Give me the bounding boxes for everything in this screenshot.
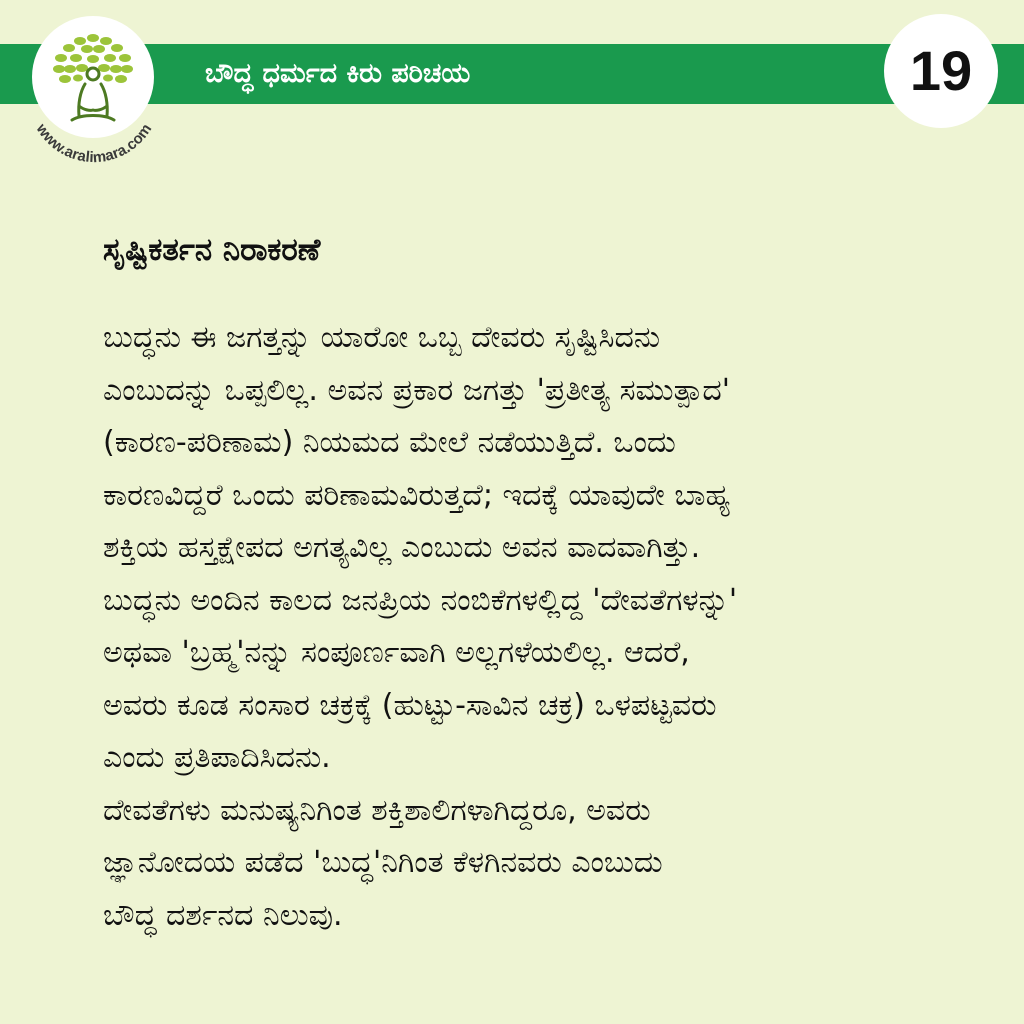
body-paragraph xyxy=(103,312,1003,942)
banner-title: ಬೌದ್ಧ ಧರ್ಮದ ಕಿರು ಪರಿಚಯ xyxy=(205,58,471,89)
text-line: ಶಕ್ತಿಯ ಹಸ್ತಕ್ಷೇಪದ ಅಗತ್ಯವಿಲ್ಲ ಎಂಬುದು ಅವನ ವಾದವಾಗಿತ್ತು. xyxy=(103,530,701,565)
text-line: ಬುದ್ಧನು ಅಂದಿನ ಕಾಲದ ಜನಪ್ರಿಯ ನಂಬಿಕೆಗಳಲ್ಲಿದ್ದ 'ದೇವತೆಗಳನ್ನು' xyxy=(103,582,738,618)
text-line: ದೇವತೆಗಳು ಮನುಷ್ಯನಿಗಿಂತ ಶಕ್ತಿಶಾಲಿಗಳಾಗಿದ್ದರೂ, ಅವರು xyxy=(103,792,651,828)
text-line: ಅಥವಾ 'ಬ್ರಹ್ಮ'ನನ್ನು ಸಂಪೂರ್ಣವಾಗಿ ಅಲ್ಲಗಳೆಯಲಿಲ್ಲ. ಆದರೆ, xyxy=(103,635,690,670)
text-line: ಜ್ಞಾನೋದಯ ಪಡೆದ 'ಬುದ್ಧ'ನಿಗಿಂತ ಕೆಳಗಿನವರು ಎಂಬುದು xyxy=(103,845,663,880)
text-line: ಬೌದ್ಧ ದರ್ಶನದ ನಿಲುವು. xyxy=(103,897,343,933)
section-heading: ಸೃಷ್ಟಿಕರ್ತನ ನಿರಾಕರಣೆ xyxy=(103,232,321,268)
page-number: 19 xyxy=(909,39,973,102)
text-line: ಕಾರಣವಿದ್ದರೆ ಒಂದು ಪರಿಣಾಮವಿರುತ್ತದೆ; ಇದಕ್ಕೆ ಯಾವುದೇ ಬಾಹ್ಯ xyxy=(103,477,731,513)
svg-text:www.aralimara.com: www.aralimara.com xyxy=(32,120,156,167)
text-line: ಎಂದು ಪ್ರತಿಪಾದಿಸಿದನು. xyxy=(103,740,331,775)
text-line: ಅವರು ಕೂಡ ಸಂಸಾರ ಚಕ್ರಕ್ಕೆ (ಹುಟ್ಟು-ಸಾವಿನ ಚಕ್ರ) ಒಳಪಟ್ಟವರು xyxy=(103,687,717,723)
logo-website-text xyxy=(8,6,178,176)
text-line: ಎಂಬುದನ್ನು ಒಪ್ಪಲಿಲ್ಲ. ಅವನ ಪ್ರಕಾರ ಜಗತ್ತು 'ಪ್ರತೀತ್ಯ ಸಮುತ್ಪಾದ' xyxy=(103,372,731,408)
text-line: ಬುದ್ಧನು ಈ ಜಗತ್ತನ್ನು ಯಾರೋ ಒಬ್ಬ ದೇವರು ಸೃಷ್ಟಿಸಿದನು xyxy=(103,320,661,355)
text-line: (ಕಾರಣ-ಪರಿಣಾಮ) ನಿಯಮದ ಮೇಲೆ ನಡೆಯುತ್ತಿದೆ. ಒಂದು xyxy=(103,425,676,460)
